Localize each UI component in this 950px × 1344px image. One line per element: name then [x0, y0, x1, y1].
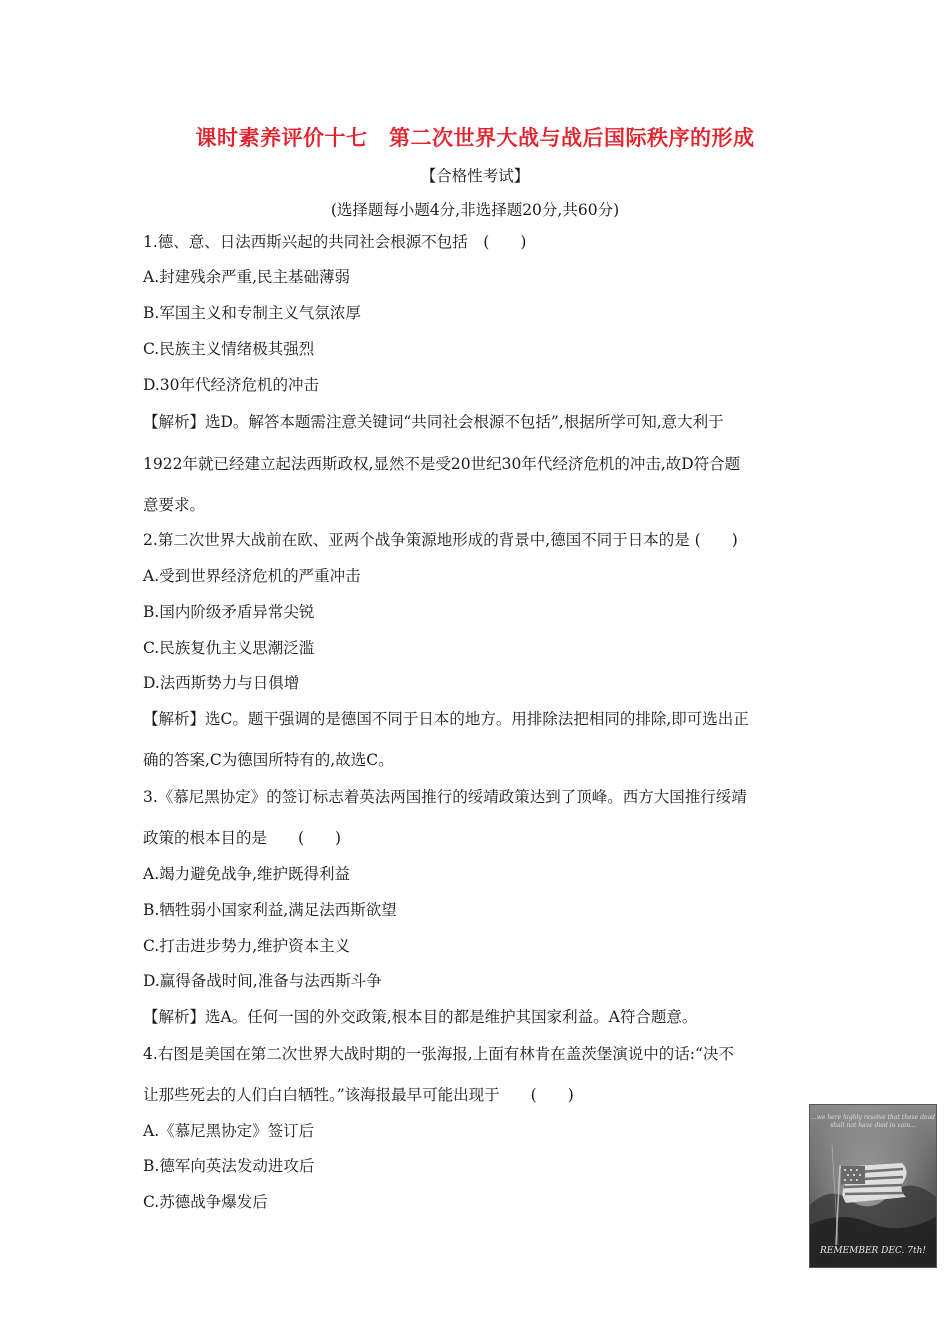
option-4c: C.苏德战争爆发后 [143, 1193, 268, 1211]
option-3a: A.竭力避免战争,维护既得利益 [143, 865, 351, 883]
analysis-1-line2: 1922年就已经建立起法西斯政权,显然不是受20世纪30年代经济危机的冲击,故D符合题 [143, 455, 741, 473]
option-1b: B.军国主义和专制主义气氛浓厚 [143, 304, 361, 322]
question-3-line1: 3.《慕尼黑协定》的签订标志着英法两国推行的绥靖政策达到了顶峰。西方大国推行绥靖 [143, 788, 747, 806]
option-4a: A.《慕尼黑协定》签订后 [143, 1122, 315, 1140]
option-2a: A.受到世界经济危机的严重冲击 [143, 567, 361, 585]
scoring-note: (选择题每小题4分,非选择题20分,共60分) [330, 201, 620, 219]
option-3c: C.打击进步势力,维护资本主义 [143, 937, 351, 955]
svg-text:shall not have died in vain...: shall not have died in vain... [830, 1122, 916, 1129]
question-2: 2.第二次世界大战前在欧、亚两个战争策源地形成的背景中,德国不同于日本的是 ( ) [143, 531, 738, 549]
page-title: 课时素养评价十七 第二次世界大战与战后国际秩序的形成 [195, 126, 755, 150]
option-3b: B.牺牲弱小国家利益,满足法西斯欲望 [143, 901, 397, 919]
analysis-3: 【解析】选A。任何一国的外交政策,根本目的都是维护其国家利益。A符合题意。 [143, 1008, 698, 1026]
svg-text:...we here highly resolve that: ...we here highly resolve that these dead [811, 1114, 935, 1121]
option-2b: B.国内阶级矛盾异常尖锐 [143, 603, 315, 621]
option-1c: C.民族主义情绪极其强烈 [143, 340, 315, 358]
svg-text:REMEMBER DEC. 7th!: REMEMBER DEC. 7th! [820, 1246, 926, 1256]
option-1d: D.30年代经济危机的冲击 [143, 376, 320, 394]
wartime-poster-image [809, 1104, 937, 1268]
option-2d: D.法西斯势力与日俱增 [143, 674, 300, 692]
section-heading: 【合格性考试】 [420, 167, 530, 185]
analysis-1-line1: 【解析】选D。解答本题需注意关键词“共同社会根源不包括”,根据所学可知,意大利于 [143, 413, 724, 431]
question-4-line2: 让那些死去的人们白白牺牲。”该海报最早可能出现于 ( ) [143, 1086, 574, 1104]
question-1: 1.德、意、日法西斯兴起的共同社会根源不包括 ( ) [143, 233, 527, 251]
analysis-2-line2: 确的答案,C为德国所特有的,故选C。 [143, 751, 394, 769]
analysis-2-line1: 【解析】选C。题干强调的是德国不同于日本的地方。用排除法把相同的排除,即可选出正 [143, 710, 749, 728]
analysis-1-line3: 意要求。 [143, 496, 206, 514]
question-3-line2: 政策的根本目的是 ( ) [143, 829, 342, 847]
question-4-line1: 4.右图是美国在第二次世界大战时期的一张海报,上面有林肯在盖茨堡演说中的话:“决不 [143, 1045, 734, 1063]
option-1a: A.封建残余严重,民主基础薄弱 [143, 268, 351, 286]
option-3d: D.赢得备战时间,准备与法西斯斗争 [143, 972, 382, 990]
option-2c: C.民族复仇主义思潮泛滥 [143, 639, 315, 657]
option-4b: B.德军向英法发动进攻后 [143, 1157, 315, 1175]
